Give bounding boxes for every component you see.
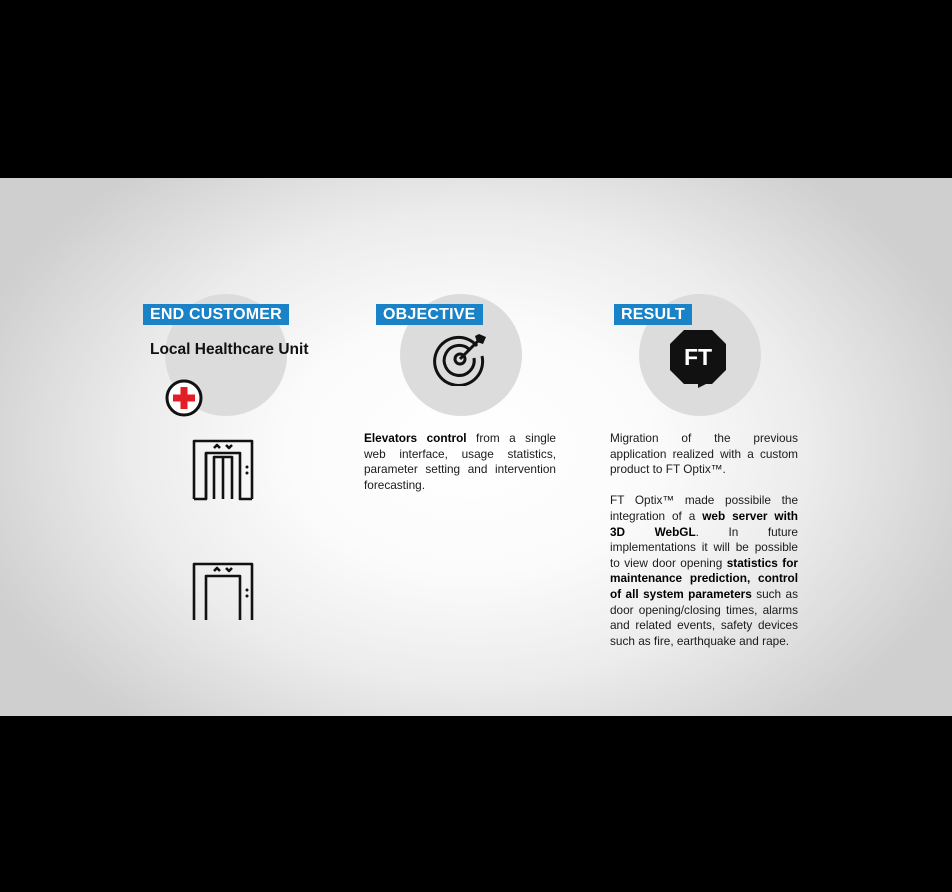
ft-logo-text: FT — [683, 344, 713, 370]
end-customer-tag: END CUSTOMER — [143, 304, 289, 325]
result-paragraph-2: FT Optix™ made possibile the integration of a web server with 3D WebGL. In future implementations it will be possible to view door opening statistics for maintenance prediction, control of all system parameters such as door opening/closing times, alarms and related events, safety devices such as fire, earthquake and rape. — [610, 493, 798, 648]
objective-text-bold: Elevators control — [364, 431, 467, 445]
objective-tag: OBJECTIVE — [376, 304, 483, 325]
result-text — [610, 431, 798, 649]
slide — [0, 178, 952, 716]
target-icon — [433, 330, 489, 386]
ft-optix-logo-icon — [668, 328, 728, 388]
elevator-icon — [192, 562, 254, 622]
objective-text-rest: from a single web interface, usage statistics, parameter setting and intervention forecasting. — [364, 431, 556, 492]
elevator-icon — [192, 439, 254, 501]
red-cross-icon — [164, 378, 204, 418]
result-tag: RESULT — [614, 304, 692, 325]
result-paragraph-1: Migration of the previous application realized with a custom product to FT Optix™. — [610, 431, 798, 477]
end-customer-subtitle: Local Healthcare Unit — [150, 341, 309, 358]
objective-text — [364, 431, 556, 493]
